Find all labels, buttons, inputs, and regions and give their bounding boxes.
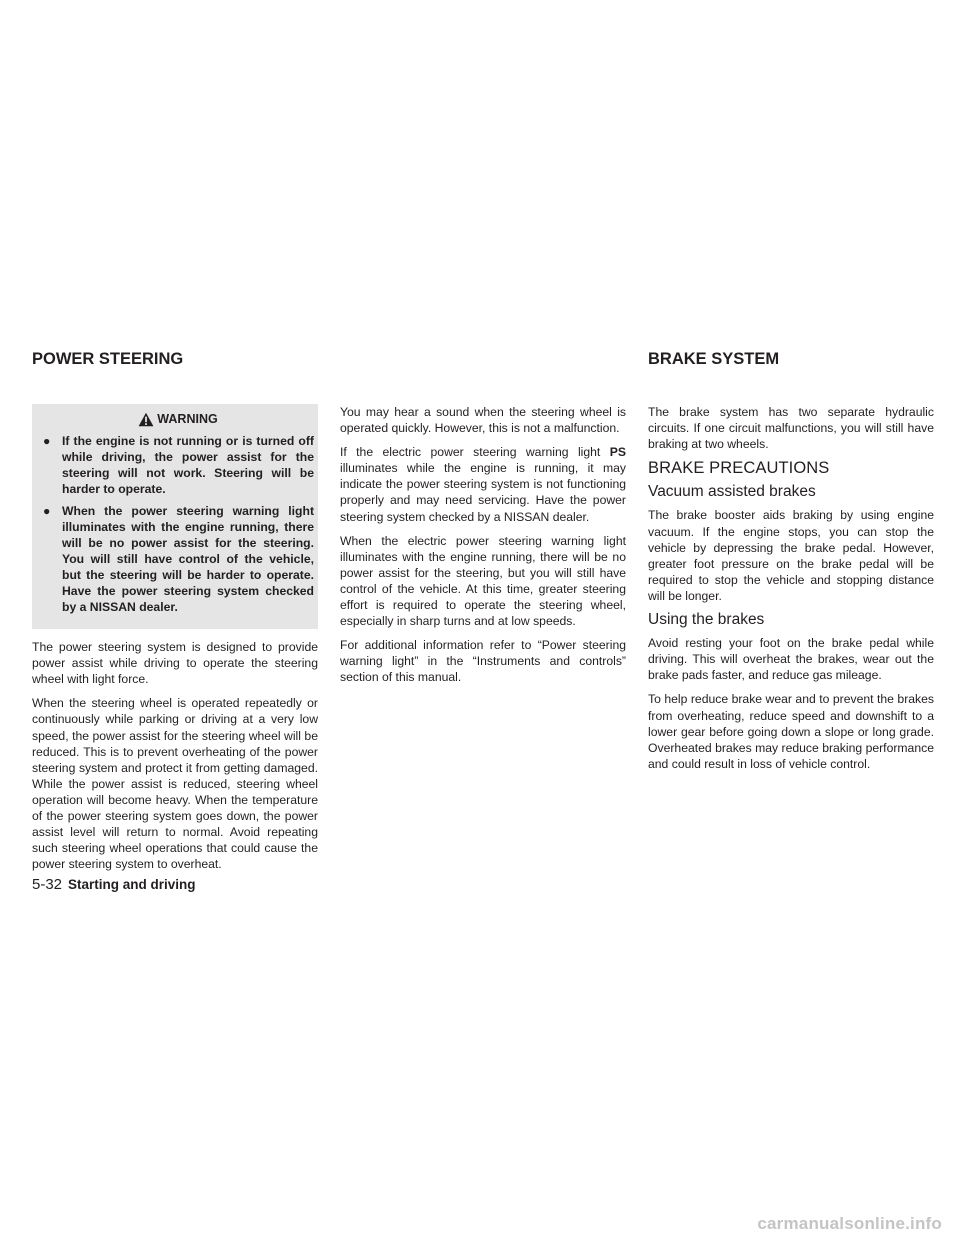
subheading-using-the-brakes: Using the brakes bbox=[648, 611, 765, 629]
warning-triangle-icon bbox=[138, 412, 154, 427]
bullet: ● bbox=[43, 434, 51, 449]
section-heading-brake-system: BRAKE SYSTEM bbox=[648, 350, 780, 368]
paragraph: The power steering system is designed to provide power assist while driving to operate the steering wheel with light force. bbox=[32, 640, 318, 687]
column-right bbox=[648, 404, 934, 780]
page-number: 5-32 bbox=[32, 876, 63, 893]
paragraph: When the steering wheel is operated repeatedly or continuously while parking or driving at a very low speed, the power assist for the steering wheel will be reduced. This is to prevent overheating of the power steering system and protect it from getting damaged. While the power assist is reduced, steering wheel operation will become heavy. When the temperature of the power steering system goes down, the power assist level will return to normal. Avoid repeating such steering wheel operations that could cause the power steering system to overheat. bbox=[32, 696, 318, 872]
subheading-brake-precautions: BRAKE PRECAUTIONS bbox=[648, 459, 830, 478]
ps-warning-light-symbol: PS bbox=[609, 445, 626, 460]
warning-list bbox=[42, 433, 314, 615]
paragraph-text: illuminates while the engine is running, it may indicate the power steering system is not functioning properly and may need servicing. Have the power steering system checked by a NISSAN dealer. bbox=[340, 461, 626, 524]
paragraph: When the electric power steering warning light illuminates with the engine running, there will be no power assist for the steering, but you will still have control of the vehicle. At this time, greater steering effort is required to operate the steering wheel, especially in sharp turns and at low speeds. bbox=[340, 533, 626, 629]
paragraph-text: If the electric power steering warning light bbox=[340, 445, 610, 460]
paragraph: The brake system has two separate hydraulic circuits. If one circuit malfunctions, you will still have braking at two wheels. bbox=[648, 405, 934, 452]
watermark-text: carmanualsonline.info bbox=[757, 1214, 942, 1233]
paragraph: Avoid resting your foot on the brake pedal while driving. This will overheat the brakes, wear out the brake pads faster, and reduce gas mileage. bbox=[648, 636, 934, 683]
warning-item bbox=[42, 503, 314, 615]
warning-item-text: When the power steering warning light illuminates with the engine running, there will be no power assist for the steering. You will still have control of the vehicle, but the steering will be harder to operate. Have the power steering system checked by a NISSAN dealer. bbox=[62, 504, 314, 615]
bullet: ● bbox=[43, 504, 51, 519]
subheading-vacuum-assisted-brakes: Vacuum assisted brakes bbox=[648, 483, 816, 501]
warning-box bbox=[32, 404, 318, 629]
paragraph: To help reduce brake wear and to prevent the brakes from overheating, reduce speed and downshift to a lower gear before going down a slope or long grade. Overheated brakes may reduce braking performance and could result in loss of vehicle control. bbox=[648, 692, 934, 771]
warning-item bbox=[42, 433, 314, 497]
column-left bbox=[32, 404, 318, 880]
column-middle bbox=[340, 404, 626, 694]
page-footer bbox=[32, 876, 196, 893]
warning-header bbox=[42, 411, 314, 427]
section-heading-power-steering: POWER STEERING bbox=[32, 350, 184, 368]
paragraph bbox=[340, 444, 626, 524]
warning-item-text: If the engine is not running or is turned off while driving, the power assist for the steering will not work. Steering will be harder to operate. bbox=[62, 434, 314, 497]
paragraph: You may hear a sound when the steering wheel is operated quickly. However, this is not a malfunction. bbox=[340, 405, 626, 436]
warning-title: WARNING bbox=[157, 412, 218, 426]
paragraph: For additional information refer to “Power steering warning light” in the “Instruments and controls” section of this manual. bbox=[340, 638, 626, 685]
chapter-title: Starting and driving bbox=[68, 877, 196, 892]
paragraph: The brake booster aids braking by using engine vacuum. If the engine stops, you can stop the vehicle by depressing the brake pedal. However, greater foot pressure on the brake pedal will be required to stop the vehicle and stopping distance will be longer. bbox=[648, 508, 934, 603]
